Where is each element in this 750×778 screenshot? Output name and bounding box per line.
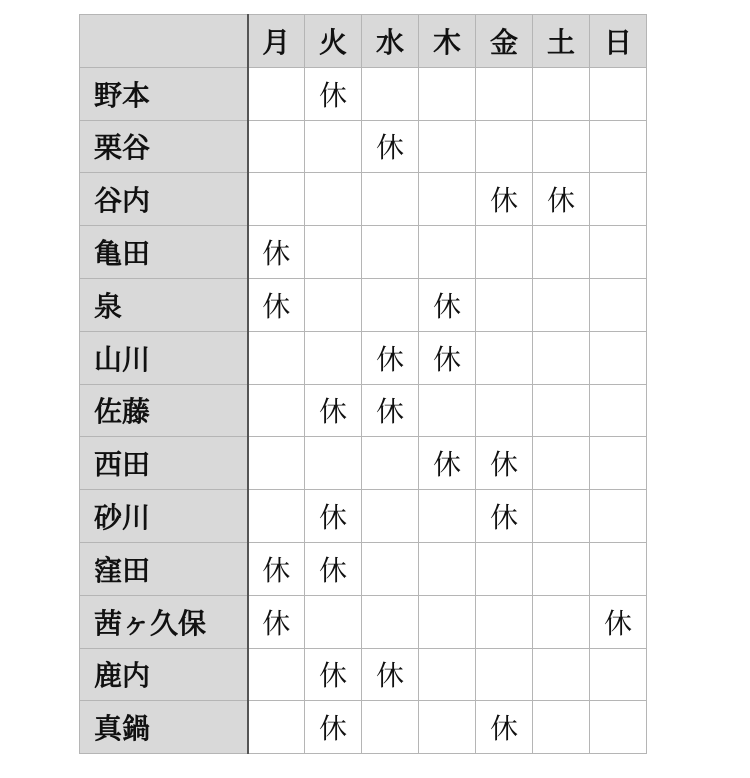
schedule-cell	[476, 542, 533, 595]
day-header-thu: 木	[419, 15, 476, 68]
schedule-cell	[362, 595, 419, 648]
employee-name: 西田	[80, 437, 248, 490]
schedule-cell	[362, 437, 419, 490]
day-off-cell: 休	[362, 384, 419, 437]
schedule-cell	[248, 331, 305, 384]
day-off-cell: 休	[362, 648, 419, 701]
table-row	[80, 648, 647, 701]
schedule-cell	[248, 701, 305, 754]
schedule-cell	[248, 648, 305, 701]
schedule-cell	[533, 120, 590, 173]
schedule-cell	[533, 490, 590, 543]
schedule-cell	[590, 278, 647, 331]
day-header-sun: 日	[590, 15, 647, 68]
day-off-cell: 休	[248, 226, 305, 279]
schedule-cell	[362, 173, 419, 226]
schedule-cell	[590, 437, 647, 490]
schedule-cell	[419, 701, 476, 754]
schedule-cell	[248, 490, 305, 543]
schedule-cell	[248, 173, 305, 226]
employee-name: 泉	[80, 278, 248, 331]
schedule-cell	[362, 542, 419, 595]
table-row	[80, 331, 647, 384]
employee-name: 山川	[80, 331, 248, 384]
schedule-cell	[419, 120, 476, 173]
day-off-cell: 休	[476, 173, 533, 226]
schedule-cell	[533, 437, 590, 490]
schedule-cell	[419, 542, 476, 595]
schedule-cell	[590, 384, 647, 437]
day-off-cell: 休	[476, 701, 533, 754]
table-body	[80, 67, 647, 753]
schedule-cell	[248, 120, 305, 173]
schedule-cell	[533, 595, 590, 648]
schedule-cell	[362, 490, 419, 543]
schedule-cell	[305, 278, 362, 331]
schedule-cell	[419, 648, 476, 701]
header-row	[80, 15, 647, 68]
schedule-cell	[305, 437, 362, 490]
day-header-fri: 金	[476, 15, 533, 68]
employee-name: 茜ヶ久保	[80, 595, 248, 648]
schedule-cell	[419, 384, 476, 437]
schedule-cell	[476, 120, 533, 173]
schedule-cell	[590, 226, 647, 279]
schedule-cell	[419, 173, 476, 226]
schedule-cell	[476, 226, 533, 279]
schedule-cell	[305, 173, 362, 226]
day-header-tue: 火	[305, 15, 362, 68]
schedule-cell	[476, 278, 533, 331]
schedule-cell	[590, 67, 647, 120]
schedule-cell	[476, 67, 533, 120]
table-row	[80, 67, 647, 120]
employee-name: 佐藤	[80, 384, 248, 437]
table-row	[80, 120, 647, 173]
schedule-cell	[305, 331, 362, 384]
schedule-cell	[419, 67, 476, 120]
schedule-cell	[305, 595, 362, 648]
schedule-cell	[590, 331, 647, 384]
day-off-cell: 休	[305, 701, 362, 754]
corner-cell	[80, 15, 248, 68]
schedule-cell	[476, 384, 533, 437]
day-off-cell: 休	[476, 437, 533, 490]
day-off-cell: 休	[305, 542, 362, 595]
table-row	[80, 226, 647, 279]
schedule-cell	[476, 595, 533, 648]
schedule-cell	[533, 701, 590, 754]
employee-name: 真鍋	[80, 701, 248, 754]
schedule-cell	[476, 648, 533, 701]
day-off-cell: 休	[419, 331, 476, 384]
schedule-cell	[590, 173, 647, 226]
schedule-cell	[362, 226, 419, 279]
schedule-cell	[305, 120, 362, 173]
schedule-cell	[362, 67, 419, 120]
day-off-cell: 休	[305, 648, 362, 701]
table-row	[80, 542, 647, 595]
schedule-cell	[476, 331, 533, 384]
schedule-cell	[533, 542, 590, 595]
schedule-cell	[248, 67, 305, 120]
day-off-cell: 休	[590, 595, 647, 648]
shift-schedule-table	[79, 14, 647, 754]
schedule-cell	[533, 278, 590, 331]
employee-name: 谷内	[80, 173, 248, 226]
day-off-cell: 休	[362, 331, 419, 384]
employee-name: 野本	[80, 67, 248, 120]
day-off-cell: 休	[533, 173, 590, 226]
day-off-cell: 休	[248, 542, 305, 595]
table-row	[80, 490, 647, 543]
schedule-cell	[590, 542, 647, 595]
schedule-cell	[419, 490, 476, 543]
table-row	[80, 173, 647, 226]
employee-name: 栗谷	[80, 120, 248, 173]
day-off-cell: 休	[419, 278, 476, 331]
day-off-cell: 休	[305, 384, 362, 437]
employee-name: 窪田	[80, 542, 248, 595]
schedule-cell	[590, 648, 647, 701]
day-header-mon: 月	[248, 15, 305, 68]
day-header-sat: 土	[533, 15, 590, 68]
schedule-cell	[533, 384, 590, 437]
schedule-cell	[590, 701, 647, 754]
day-off-cell: 休	[248, 278, 305, 331]
day-off-cell: 休	[248, 595, 305, 648]
day-off-cell: 休	[305, 490, 362, 543]
employee-name: 亀田	[80, 226, 248, 279]
schedule-cell	[248, 437, 305, 490]
schedule-cell	[533, 648, 590, 701]
schedule-cell	[362, 278, 419, 331]
day-off-cell: 休	[305, 67, 362, 120]
employee-name: 鹿内	[80, 648, 248, 701]
schedule-cell	[590, 120, 647, 173]
schedule-cell	[362, 701, 419, 754]
day-off-cell: 休	[362, 120, 419, 173]
day-off-cell: 休	[476, 490, 533, 543]
schedule-cell	[533, 331, 590, 384]
day-header-wed: 水	[362, 15, 419, 68]
schedule-cell	[248, 384, 305, 437]
schedule-cell	[305, 226, 362, 279]
table-row	[80, 437, 647, 490]
schedule-cell	[533, 67, 590, 120]
table-row	[80, 384, 647, 437]
table-row	[80, 701, 647, 754]
day-off-cell: 休	[419, 437, 476, 490]
schedule-cell	[533, 226, 590, 279]
table-row	[80, 595, 647, 648]
schedule-cell	[590, 490, 647, 543]
table-header	[80, 15, 647, 68]
schedule-cell	[419, 595, 476, 648]
table-row	[80, 278, 647, 331]
schedule-cell	[419, 226, 476, 279]
employee-name: 砂川	[80, 490, 248, 543]
